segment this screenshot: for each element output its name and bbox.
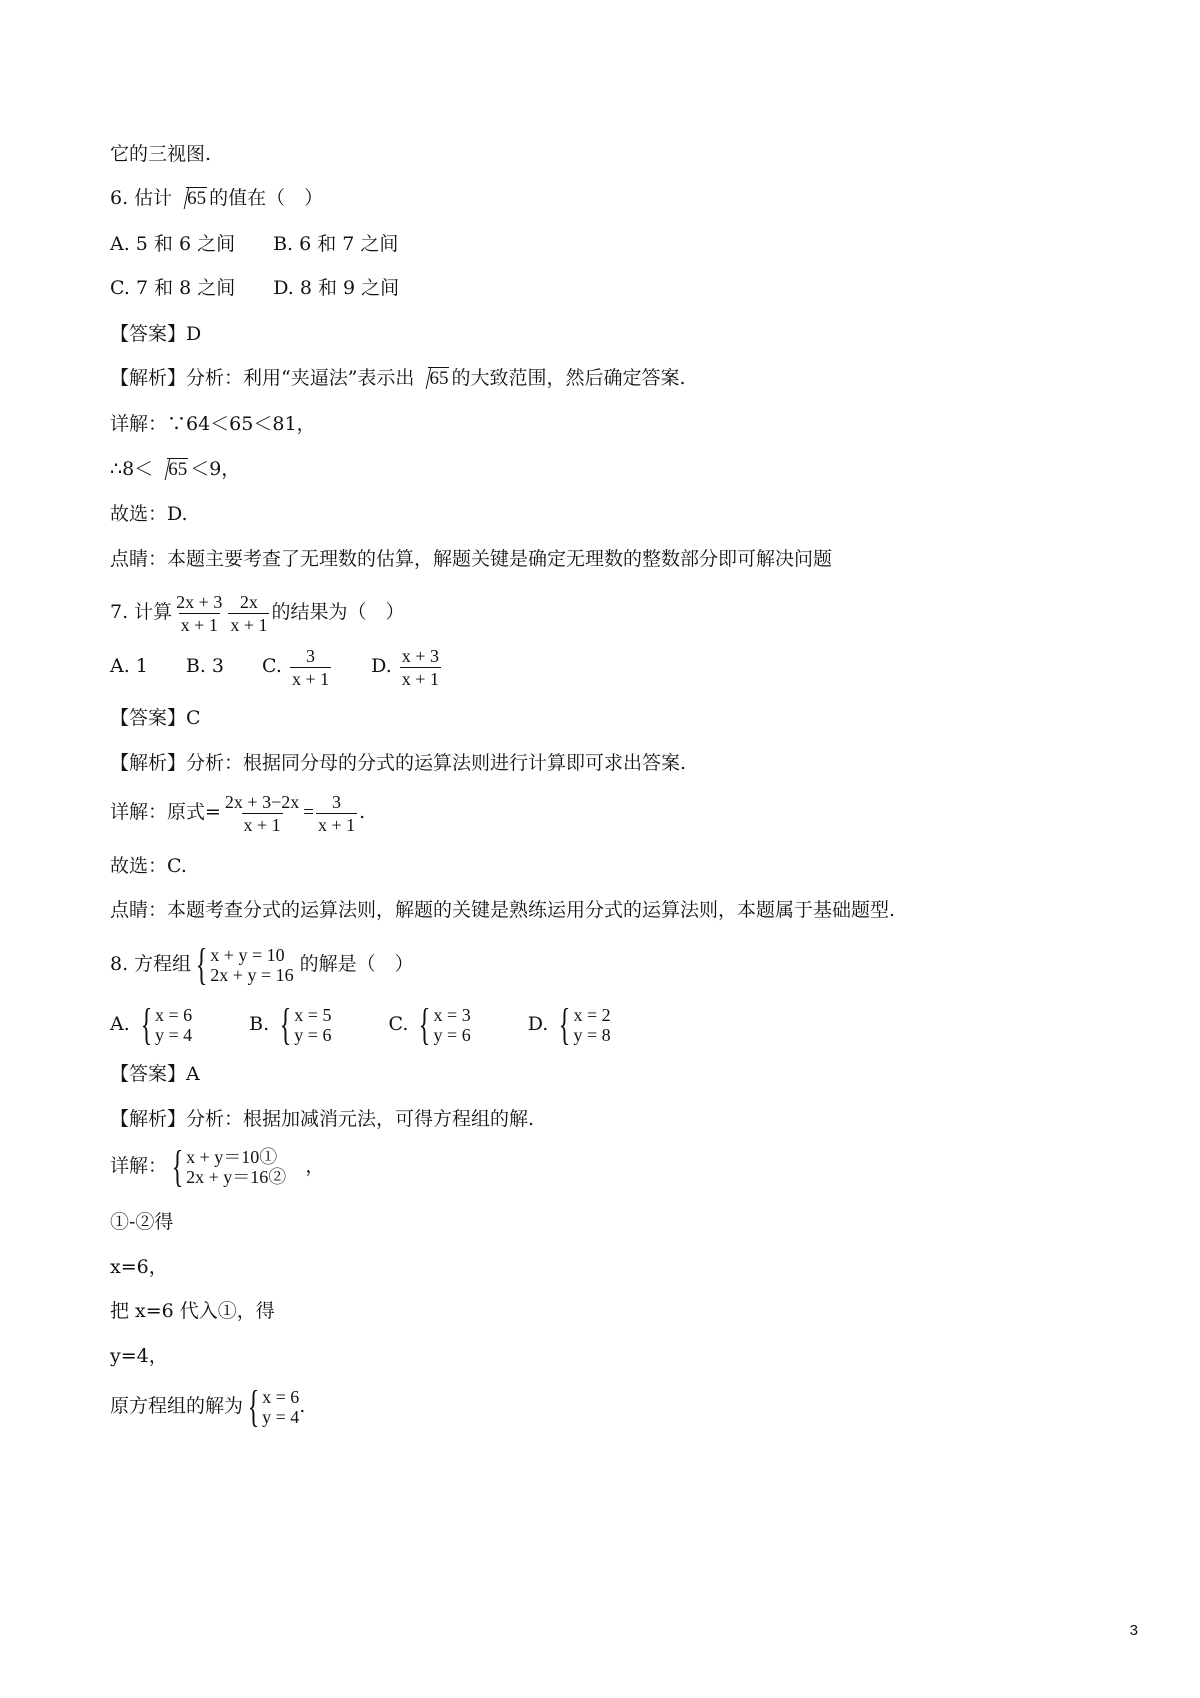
sqrt-symbol: 65 <box>155 456 188 484</box>
options-7: A. 1 B. 3 C. $\frac{3}{x + 1}$ D. $\frac{x + 3}{x + 1}$ <box>110 645 439 689</box>
answer-8: 【答案】A <box>110 1063 200 1085</box>
question-6: 6. 估计 65 的值在（ ） <box>110 184 323 213</box>
options-6-ab: A. 5 和 6 之间 B. 6 和 7 之间 <box>110 233 399 255</box>
text-line: 它的三视图. <box>110 143 212 165</box>
detail-7: 详解：原式= $\frac{2x + 3-2x}{x + 1}$ = $\frac{3}{x + 1}$ . <box>110 791 366 835</box>
question-7: 7. 计算 $\frac{2x + 3}{x + 1}$ $\frac{2x}{x + 1}$ 的结果为（ ） <box>110 591 405 635</box>
choose-6: 故选：D. <box>110 503 188 525</box>
equation-system: { x + y＝10① 2x + y＝16② <box>171 1142 287 1191</box>
fraction: $\frac{x + 3}{x + 1}$ <box>401 645 439 689</box>
therefore-6: ∴8＜ 65 ＜9， <box>110 455 240 484</box>
option-system-c: { x = 3 y = 6 <box>419 1000 471 1049</box>
fraction: $\frac{3}{x + 1}$ <box>317 791 356 835</box>
analysis-8: 【解析】分析：根据加减消元法，可得方程组的解. <box>110 1108 535 1130</box>
page-number: 3 <box>1129 1622 1138 1639</box>
analysis-6: 【解析】分析：利用“夹逼法”表示出 65 的大致范围，然后确定答案. <box>110 364 685 393</box>
fraction: $\frac{2x + 3-2x}{x + 1}$ <box>224 791 300 835</box>
option-system-b: { x = 5 y = 6 <box>279 1000 332 1049</box>
equation-system: { x = 6 y = 4 <box>247 1382 300 1431</box>
equation-system: { x + y = 10 2x + y = 16 <box>195 940 294 989</box>
step: y=4， <box>110 1345 168 1367</box>
step: ①-②得 <box>110 1211 174 1233</box>
step: x=6， <box>110 1256 168 1278</box>
fraction: $\frac{3}{x + 1}$ <box>291 645 330 689</box>
option-system-d: { x = 2 y = 8 <box>559 1000 611 1049</box>
fraction: $\frac{2x + 3}{x + 1}$ <box>176 591 223 635</box>
question-8: 8. 方程组 { x + y = 10 2x + y = 16 的解是（ ） <box>110 940 414 989</box>
options-8: A. { x = 6 y = 4 B. { x = 5 y = 6 C. { x = 3 y = 6 D. { x = 2 y = 8 <box>110 1000 611 1049</box>
options-6-cd: C. 7 和 8 之间 D. 8 和 9 之间 <box>110 277 400 299</box>
note-7: 点睛：本题考查分式的运算法则，解题的关键是熟练运用分式的运算法则，本题属于基础题型. <box>110 899 896 921</box>
detail-8: 详解： { x + y＝10① 2x + y＝16② ， <box>110 1142 325 1191</box>
analysis-7: 【解析】分析：根据同分母的分式的运算法则进行计算即可求出答案. <box>110 752 687 774</box>
note-6: 点睛：本题主要考查了无理数的估算，解题关键是确定无理数的整数部分即可解决问题 <box>110 548 833 570</box>
step: 把 x=6 代入①，得 <box>110 1300 275 1322</box>
final-solution: 原方程组的解为 { x = 6 y = 4 . <box>110 1382 306 1431</box>
fraction: $\frac{2x}{x + 1}$ <box>230 591 268 635</box>
answer-7: 【答案】C <box>110 707 201 729</box>
sqrt-symbol: 65 <box>416 365 449 393</box>
answer-6: 【答案】D <box>110 323 202 345</box>
choose-7: 故选：C. <box>110 855 187 877</box>
option-system-a: { x = 6 y = 4 <box>140 1000 193 1049</box>
sqrt-symbol: 65 <box>174 185 207 213</box>
detail-6: 详解：∵64＜65＜81， <box>110 413 316 435</box>
